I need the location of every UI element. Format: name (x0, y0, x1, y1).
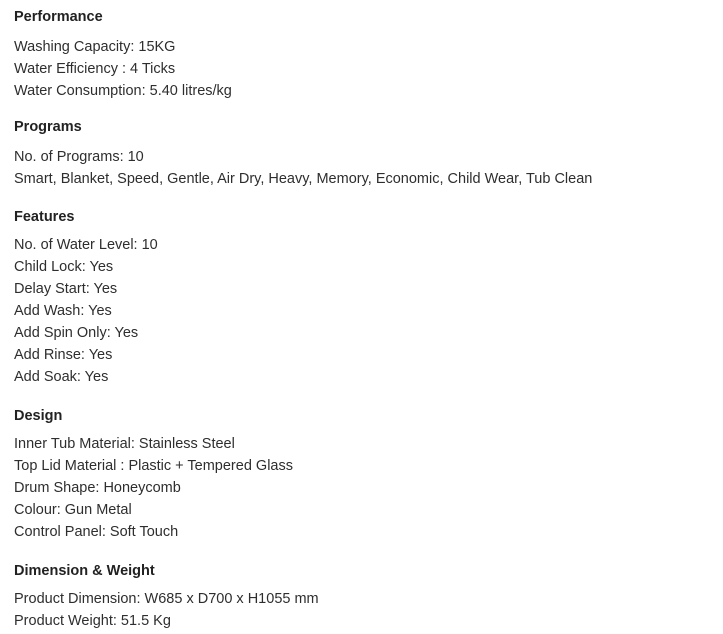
spec-section-performance (14, 8, 709, 102)
spec-line: Child Lock: Yes (14, 259, 114, 275)
spec-line: Top Lid Material : Plastic + Tempered Glass (14, 458, 293, 474)
spec-line: Delay Start: Yes (14, 281, 118, 297)
spec-line: Smart, Blanket, Speed, Gentle, Air Dry, Heavy, Memory, Economic, Child Wear, Tub Clean (14, 171, 593, 187)
spec-line: Colour: Gun Metal (14, 502, 132, 518)
spec-line: Washing Capacity: 15KG (14, 39, 176, 55)
section-title-programs: Programs (14, 119, 82, 135)
spec-section-dimension-weight (14, 562, 709, 632)
spec-line: Add Wash: Yes (14, 303, 112, 319)
spec-line: Water Efficiency : 4 Ticks (14, 61, 176, 77)
section-title-design: Design (14, 408, 63, 424)
spec-line: Water Consumption: 5.40 litres/kg (14, 83, 232, 99)
section-title-dimension-weight: Dimension & Weight (14, 563, 155, 579)
spec-section-design (14, 407, 709, 543)
spec-line: Add Spin Only: Yes (14, 325, 139, 341)
spec-line: Product Weight: 51.5 Kg (14, 613, 171, 629)
section-title-performance: Performance (14, 9, 103, 25)
spec-line: Add Rinse: Yes (14, 347, 113, 363)
spec-line: Product Dimension: W685 x D700 x H1055 mm (14, 591, 319, 607)
spec-line: Inner Tub Material: Stainless Steel (14, 436, 235, 452)
spec-section-programs (14, 118, 709, 190)
section-title-features: Features (14, 209, 75, 225)
spec-line: No. of Programs: 10 (14, 149, 144, 165)
spec-line: Drum Shape: Honeycomb (14, 480, 181, 496)
spec-line: Add Soak: Yes (14, 369, 109, 385)
spec-line: Control Panel: Soft Touch (14, 524, 179, 540)
spec-section-features (14, 208, 709, 388)
spec-line: No. of Water Level: 10 (14, 237, 158, 253)
